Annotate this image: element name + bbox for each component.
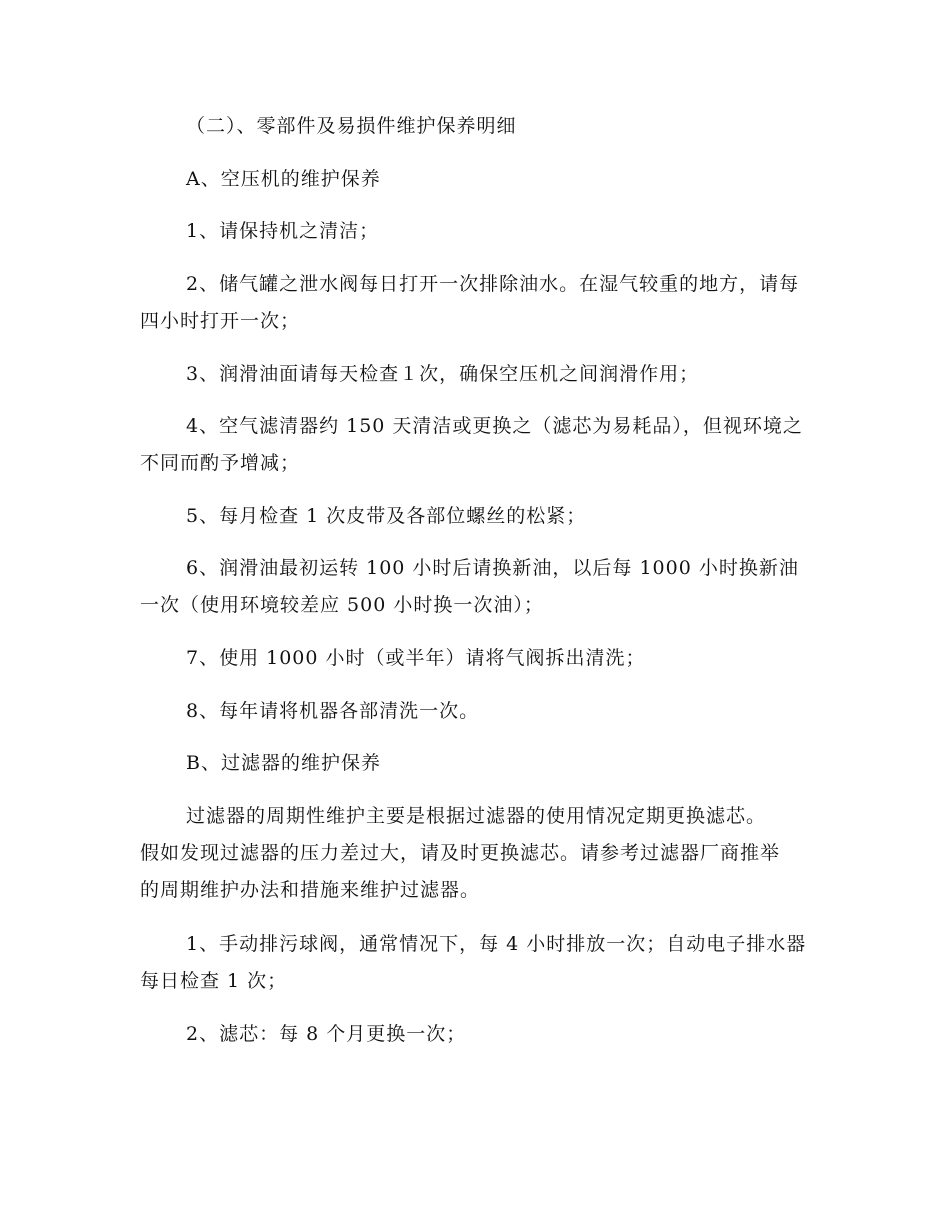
- part-a-item-7: 7、使用 1000 小时（或半年）请将气阀拆出清洗；: [186, 647, 646, 669]
- section-title: （二）、零部件及易损件维护保养明细: [186, 115, 517, 137]
- part-b-item-2: 2、滤芯：每 8 个月更换一次；: [186, 1023, 467, 1045]
- part-a-heading: A、空压机的维护保养: [186, 168, 381, 190]
- part-a-item-5: 5、每月检查 1 次皮带及各部位螺丝的松紧；: [186, 505, 587, 527]
- part-b-item-1: 1、手动排污球阀，通常情况下，每 4 小时排放一次；自动电子排水器每日检查 1 次；: [140, 933, 807, 992]
- part-a-item-1: 1、请保持机之清洁；: [186, 220, 380, 242]
- part-a-item-6: 6、润滑油最初运转 100 小时后请换新油，以后每 1000 小时换新油一次（使用环境较差应 500 小时换一次油）；: [140, 557, 799, 616]
- part-b-heading: B、过滤器的维护保养: [186, 752, 381, 774]
- part-a-item-4: 4、空气滤清器约 150 天清洁或更换之（滤芯为易耗品），但视环境之不同而酌予增减；: [140, 415, 803, 474]
- part-a-item-2: 2、储气罐之泄水阀每日打开一次排除油水。在湿气较重的地方，请每四小时打开一次；: [140, 273, 800, 332]
- part-a-item-8: 8、每年请将机器各部清洗一次。: [186, 700, 480, 722]
- part-b-intro: 过滤器的周期性维护主要是根据过滤器的使用情况定期更换滤芯。假如发现过滤器的压力差过大，请及时更换滤芯。请参考过滤器厂商推举的周期维护办法和措施来维护过滤器。: [140, 805, 781, 901]
- part-a-item-3: 3、润滑油面请每天检查１次，确保空压机之间润滑作用；: [186, 363, 700, 385]
